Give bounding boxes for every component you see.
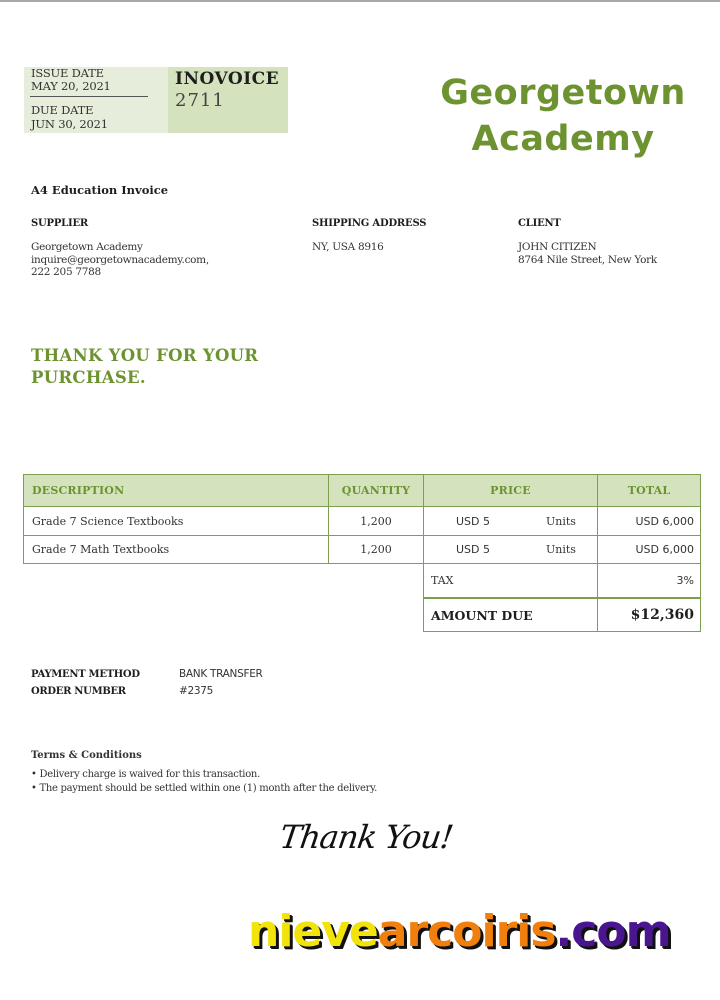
row-2-description: Grade 7 Math Textbooks (23, 535, 329, 564)
watermark-part-1: nieve (248, 906, 378, 957)
row-1-price-cell (423, 506, 598, 536)
bullet-icon: • (31, 769, 40, 780)
client-heading: CLIENT (518, 218, 561, 229)
payment-method-value: BANK TRANSFER (179, 668, 263, 680)
thank-you-signature: Thank You! (277, 818, 455, 856)
due-date-value: JUN 30, 2021 (31, 117, 108, 131)
tax-label: TAX (423, 563, 598, 598)
supplier-name: Georgetown Academy (31, 241, 143, 253)
client-name: JOHN CITIZEN (518, 241, 597, 253)
watermark-logo (248, 906, 670, 957)
watermark-part-3: .com (555, 906, 671, 957)
row-2-price: USD 5 (456, 543, 490, 556)
bullet-icon: • (31, 783, 40, 794)
thank-you-line-1: THANK YOU FOR YOUR (31, 346, 259, 365)
terms-item-2-text: The payment should be settled within one (1) month after the delivery. (39, 783, 378, 794)
invoice-title: INOVOICE (175, 69, 280, 89)
invoice-number-box (168, 67, 288, 133)
brand-line-2: Academy (471, 119, 655, 159)
supplier-email: inquire@georgetownacademy.com, (31, 253, 209, 266)
thank-you-line-2: PURCHASE. (31, 368, 146, 387)
row-1-unit: Units (546, 514, 576, 528)
client-address: 8764 Nile Street, New York (518, 253, 657, 266)
brand-line-1: Georgetown (440, 73, 686, 113)
amount-due-value: $12,360 (597, 597, 701, 632)
supplier-heading: SUPPLIER (31, 218, 89, 229)
invoice-number: 2711 (175, 90, 225, 111)
header-total: TOTAL (597, 474, 701, 507)
document-title: A4 Education Invoice (31, 183, 169, 197)
supplier-details (31, 241, 209, 279)
supplier-phone: 222 205 7788 (31, 266, 101, 278)
header-quantity: QUANTITY (328, 474, 424, 507)
payment-method-label: PAYMENT METHOD (31, 669, 140, 680)
terms-item-2 (31, 783, 377, 794)
row-1-description: Grade 7 Science Textbooks (23, 506, 329, 536)
row-1-quantity: 1,200 (328, 506, 424, 536)
terms-heading: Terms & Conditions (31, 750, 142, 761)
row-2-price-cell (423, 535, 598, 564)
date-divider (30, 96, 148, 97)
row-2-total: USD 6,000 (597, 535, 701, 564)
terms-item-1 (31, 769, 260, 780)
shipping-address: NY, USA 8916 (312, 241, 384, 253)
row-2-quantity: 1,200 (328, 535, 424, 564)
header-description: DESCRIPTION (23, 474, 329, 507)
amount-due-label: AMOUNT DUE (423, 597, 598, 632)
row-1-price: USD 5 (456, 514, 490, 528)
watermark-part-2: arcoiris (377, 906, 556, 957)
order-number-value: #2375 (179, 685, 214, 697)
brand-logo (428, 70, 698, 162)
issue-date-label: ISSUE DATE (31, 66, 104, 80)
thank-you-message (31, 345, 258, 389)
terms-item-1-text: Delivery charge is waived for this transaction. (39, 769, 260, 780)
shipping-heading: SHIPPING ADDRESS (312, 218, 427, 229)
due-date-label: DUE DATE (31, 103, 94, 117)
tax-value: 3% (597, 563, 701, 598)
issue-date-value: MAY 20, 2021 (31, 79, 111, 93)
header-price: PRICE (423, 474, 598, 507)
client-details (518, 241, 657, 266)
row-2-unit: Units (546, 543, 576, 556)
date-box (24, 67, 168, 133)
page-top-border (0, 0, 720, 2)
order-number-label: ORDER NUMBER (31, 686, 126, 697)
row-1-total: USD 6,000 (597, 506, 701, 536)
